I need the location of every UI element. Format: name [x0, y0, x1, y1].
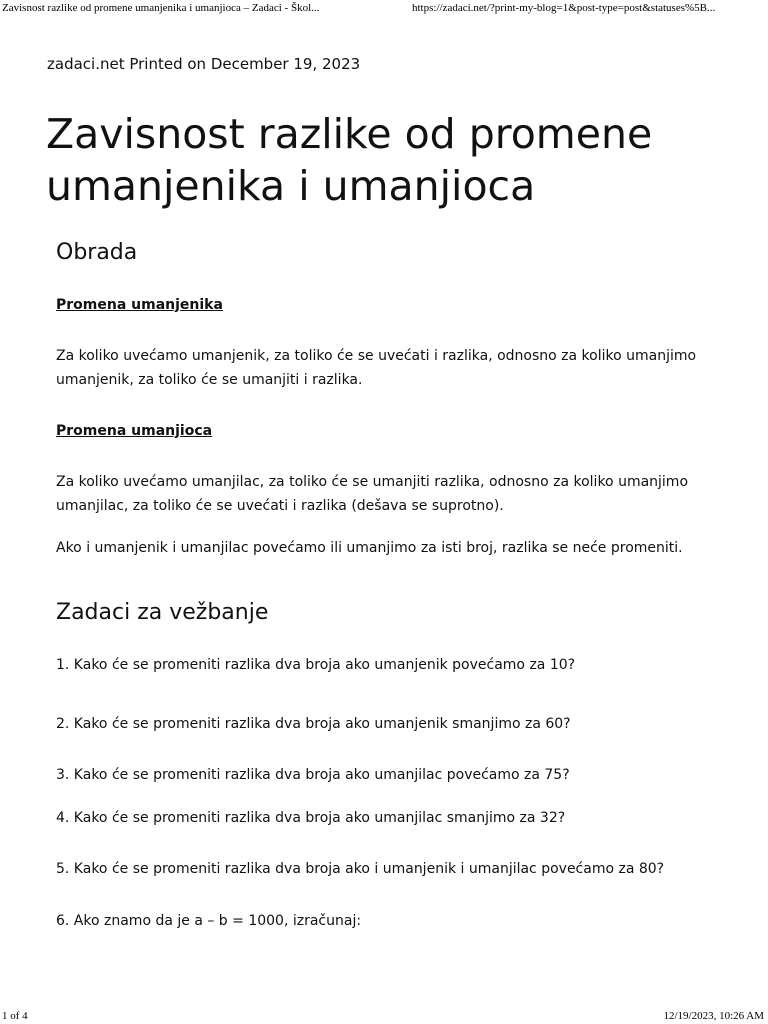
paragraph-umanjilac: Za koliko uvećamo umanjilac, za toliko će se umanjiti razlika, odnosno za koliko umanjimo umanjilac, za toliko će se uvećati i razlika (dešava se suprotno). — [56, 474, 689, 514]
task-item: 4. Kako će se promeniti razlika dva broja ako umanjilac smanjimo za 32? — [56, 810, 566, 826]
task-item: 2. Kako će se promeniti razlika dva broja ako umanjenik smanjimo za 60? — [56, 716, 571, 732]
section-heading-zadaci: Zadaci za vežbanje — [56, 600, 269, 625]
subheading-promena-umanjenika: Promena umanjenika — [56, 297, 223, 313]
print-header — [0, 0, 768, 18]
print-header-title: Zavisnost razlike od promene umanjenika i umanjioca – Zadaci - Škol... — [2, 2, 320, 14]
paragraph-umanjenik: Za koliko uvećamo umanjenik, za toliko će se uvećati i razlika, odnosno za koliko umanjimo umanjenik, za toliko će se umanjiti i razlika. — [56, 348, 697, 388]
page-number: 1 of 4 — [2, 1010, 28, 1022]
print-footer — [0, 1010, 768, 1024]
task-item: 3. Kako će se promeniti razlika dva broja ako umanjilac povećamo za 75? — [56, 767, 570, 783]
task-item: 6. Ako znamo da je a – b = 1000, izračunaj: — [56, 913, 362, 929]
paragraph-isti-broj: Ako i umanjenik i umanjilac povećamo ili umanjimo za isti broj, razlika se neće promeniti. — [56, 540, 683, 556]
subheading-promena-umanjioca: Promena umanjioca — [56, 423, 213, 439]
page-title: Zavisnost razlike od promene umanjenika i umanjioca — [46, 110, 653, 210]
print-header-url: https://zadaci.net/?print-my-blog=1&post-type=post&statuses%5B... — [412, 2, 716, 14]
section-heading-obrada: Obrada — [56, 240, 138, 265]
print-datetime: 12/19/2023, 10:26 AM — [663, 1010, 764, 1022]
site-print-line: zadaci.net Printed on December 19, 2023 — [47, 55, 361, 73]
task-item: 1. Kako će se promeniti razlika dva broja ako umanjenik povećamo za 10? — [56, 657, 576, 673]
task-item: 5. Kako će se promeniti razlika dva broja ako i umanjenik i umanjilac povećamo za 80? — [56, 861, 665, 877]
